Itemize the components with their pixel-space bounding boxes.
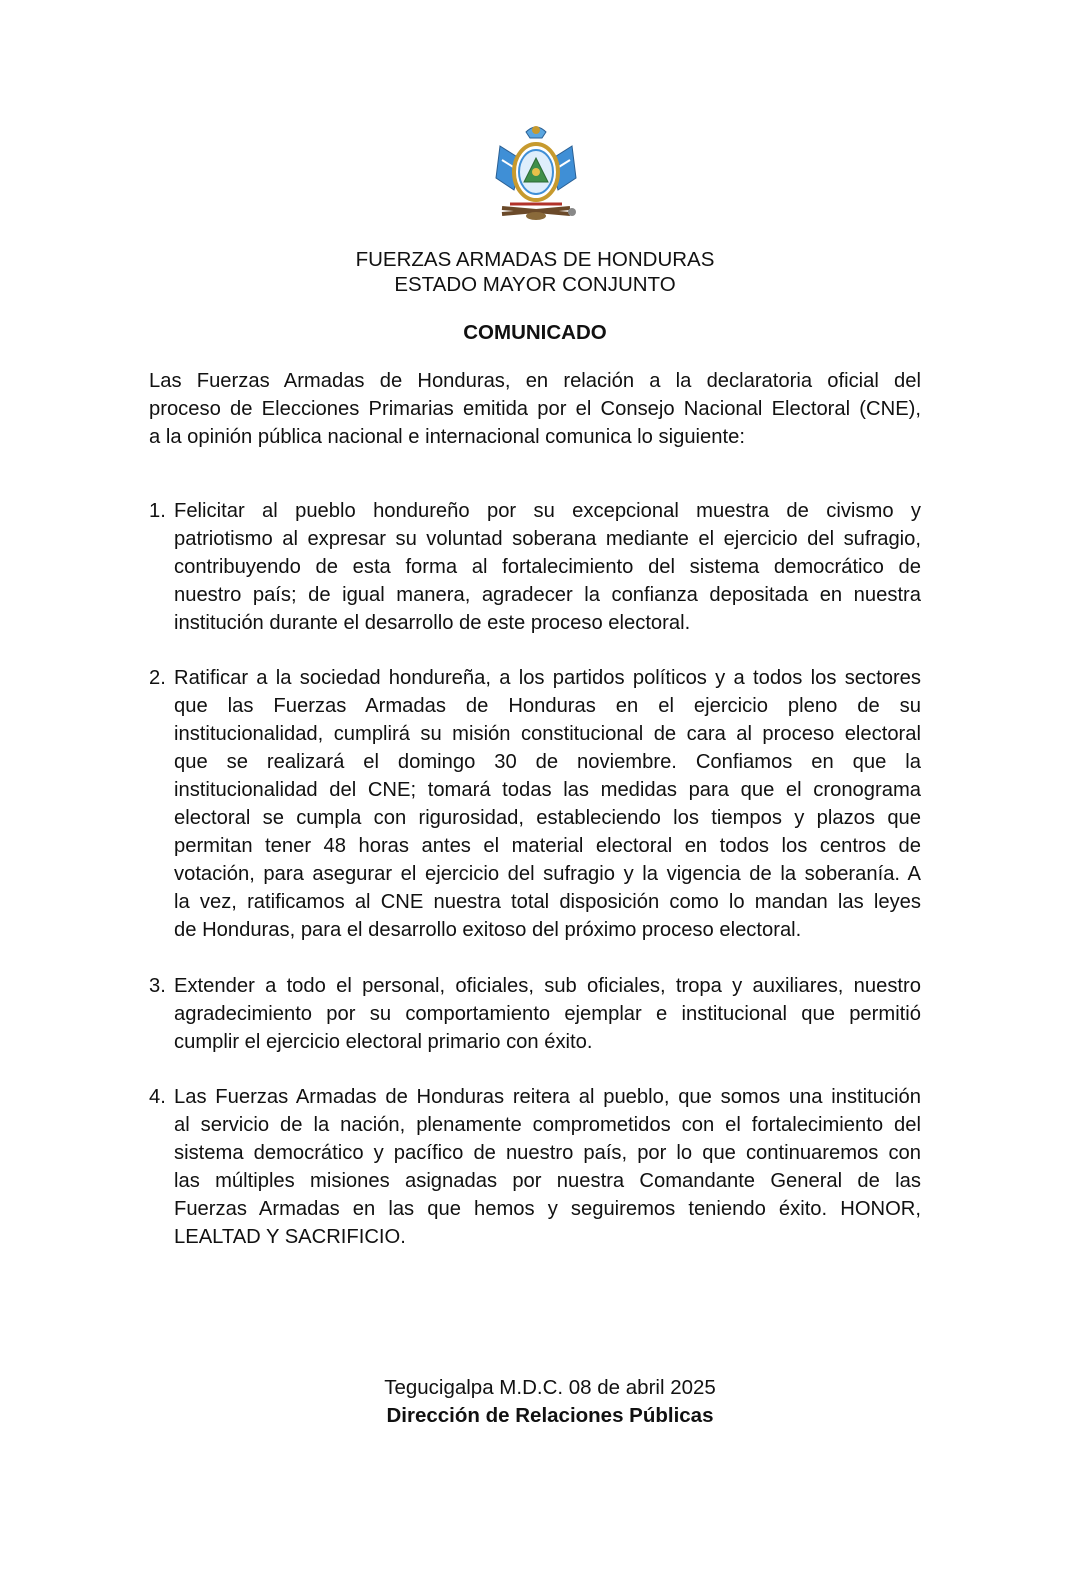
list-item [149, 972, 921, 1056]
list-item [149, 664, 921, 944]
list-item-line: la vez, ratificamos al CNE nuestra total disposición como lo mandan las leyes [174, 891, 921, 913]
place-date: Tegucigalpa M.D.C. 08 de abril 2025 [384, 1376, 716, 1399]
list-item [149, 497, 921, 637]
list-item-line: patriotismo al expresar su voluntad soberana mediante el ejercicio del sufragio, [174, 528, 921, 550]
list-item-line: contribuyendo de esta forma al fortalecimiento del sistema democrático de [174, 556, 921, 578]
header [0, 247, 1070, 297]
page-title: COMUNICADO [463, 321, 607, 344]
intro-line: proceso de Elecciones Primarias emitida por el Consejo Nacional Electoral (CNE), [149, 398, 921, 420]
list-item-text [174, 497, 921, 637]
list-item-text [174, 972, 921, 1056]
list-item-number: 4. [149, 1086, 166, 1108]
list-item-number: 2. [149, 667, 166, 689]
list-item-line: Ratificar a la sociedad hondureña, a los partidos políticos y a todos los sectores [174, 667, 921, 689]
list-item-line: que las Fuerzas Armadas de Honduras en el ejercicio pleno de su [174, 695, 921, 717]
list-item-line: institucionalidad, cumplirá su misión constitucional de cara al proceso electoral [174, 723, 921, 745]
list-item-line: institucionalidad del CNE; tomará todas las medidas para que el cronograma [174, 779, 921, 801]
list-item-line: Las Fuerzas Armadas de Honduras reitera al pueblo, que somos una institución [174, 1086, 921, 1108]
issuing-department: Dirección de Relaciones Públicas [386, 1404, 714, 1427]
signature-block [0, 1374, 1080, 1430]
list-item-line: electoral se cumpla con rigurosidad, estableciendo los tiempos y plazos que [174, 807, 921, 829]
list-item-number: 1. [149, 500, 166, 522]
list-item-line: Felicitar al pueblo hondureño por su excepcional muestra de civismo y [174, 500, 921, 522]
intro-line: a la opinión pública nacional e internacional comunica lo siguiente: [149, 426, 745, 448]
list-item-text [174, 664, 921, 944]
list-item-line: nuestro país; de igual manera, agradecer la confianza depositada en nuestra [174, 584, 921, 606]
list-item-line: cumplir el ejercicio electoral primario con éxito. [174, 1031, 593, 1053]
list-item-line: que se realizará el domingo 30 de noviembre. Confiamos en que la [174, 751, 921, 773]
list-item-number: 3. [149, 975, 166, 997]
list-item-line: Extender a todo el personal, oficiales, sub oficiales, tropa y auxiliares, nuestro [174, 975, 921, 997]
header-line-2: ESTADO MAYOR CONJUNTO [394, 273, 676, 296]
list-item-line: al servicio de la nación, plenamente comprometidos con el fortalecimiento del [174, 1114, 921, 1136]
intro-line: Las Fuerzas Armadas de Honduras, en relación a la declaratoria oficial del [149, 370, 921, 392]
intro-paragraph [149, 367, 921, 451]
header-line-1: FUERZAS ARMADAS DE HONDURAS [355, 248, 715, 271]
list-item-line: Fuerzas Armadas en las que hemos y seguiremos teniendo éxito. HONOR, [174, 1198, 921, 1220]
list-item-line: las múltiples misiones asignadas por nuestra Comandante General de las [174, 1170, 921, 1192]
list-item-line: institución durante el desarrollo de este proceso electoral. [174, 612, 691, 634]
list-item-line: permitan tener 48 horas antes el material electoral en todos los centros de [174, 835, 921, 857]
list-item-line: LEALTAD Y SACRIFICIO. [174, 1226, 406, 1248]
list-item-text [174, 1083, 921, 1251]
coat-of-arms-icon [488, 120, 584, 226]
list-item-line: votación, para asegurar el ejercicio del sufragio y la vigencia de la soberanía. A [174, 863, 921, 885]
list-item-line: agradecimiento por su comportamiento ejemplar e institucional que permitió [174, 1003, 921, 1025]
list-item-line: sistema democrático y pacífico de nuestro país, por lo que continuaremos con [174, 1142, 921, 1164]
list-item-line: de Honduras, para el desarrollo exitoso del próximo proceso electoral. [174, 919, 802, 941]
list-item [149, 1083, 921, 1251]
